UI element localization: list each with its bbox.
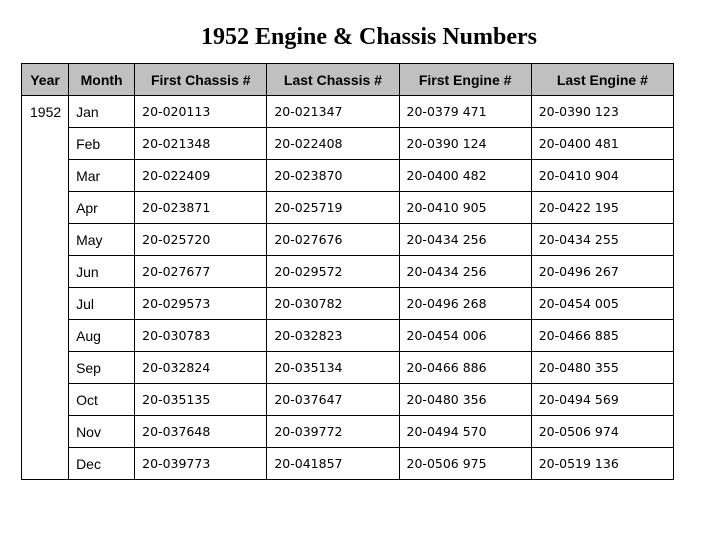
first-chassis-cell: 20-030783	[135, 320, 267, 352]
month-cell: Mar	[69, 160, 135, 192]
table-row	[22, 448, 674, 480]
last-chassis-cell: 20-022408	[267, 128, 399, 160]
first-chassis-cell: 20-027677	[135, 256, 267, 288]
last-engine-cell: 20-0519 136	[531, 448, 673, 480]
month-cell: Jul	[69, 288, 135, 320]
last-chassis-cell: 20-039772	[267, 416, 399, 448]
last-chassis-cell: 20-029572	[267, 256, 399, 288]
month-cell: Aug	[69, 320, 135, 352]
month-cell: Jun	[69, 256, 135, 288]
year-cell: 1952	[22, 96, 69, 480]
last-engine-cell: 20-0400 481	[531, 128, 673, 160]
first-engine-cell: 20-0434 256	[399, 224, 531, 256]
header-last-chassis: Last Chassis #	[267, 64, 399, 96]
last-engine-cell: 20-0506 974	[531, 416, 673, 448]
header-row	[22, 64, 674, 96]
month-cell: Nov	[69, 416, 135, 448]
engine-chassis-table	[21, 63, 674, 480]
first-chassis-cell: 20-020113	[135, 96, 267, 128]
first-engine-cell: 20-0480 356	[399, 384, 531, 416]
table-row	[22, 352, 674, 384]
month-cell: Apr	[69, 192, 135, 224]
first-engine-cell: 20-0400 482	[399, 160, 531, 192]
month-cell: Feb	[69, 128, 135, 160]
first-engine-cell: 20-0410 905	[399, 192, 531, 224]
header-first-chassis: First Chassis #	[135, 64, 267, 96]
month-cell: Sep	[69, 352, 135, 384]
first-engine-cell: 20-0494 570	[399, 416, 531, 448]
first-engine-cell: 20-0390 124	[399, 128, 531, 160]
first-chassis-cell: 20-035135	[135, 384, 267, 416]
last-engine-cell: 20-0410 904	[531, 160, 673, 192]
month-cell: May	[69, 224, 135, 256]
first-chassis-cell: 20-023871	[135, 192, 267, 224]
month-cell: Dec	[69, 448, 135, 480]
first-chassis-cell: 20-029573	[135, 288, 267, 320]
table-row	[22, 288, 674, 320]
table-row	[22, 96, 674, 128]
table-row	[22, 416, 674, 448]
first-engine-cell: 20-0379 471	[399, 96, 531, 128]
last-engine-cell: 20-0496 267	[531, 256, 673, 288]
first-engine-cell: 20-0454 006	[399, 320, 531, 352]
first-engine-cell: 20-0466 886	[399, 352, 531, 384]
table-body	[22, 96, 674, 480]
first-chassis-cell: 20-039773	[135, 448, 267, 480]
last-engine-cell: 20-0466 885	[531, 320, 673, 352]
first-engine-cell: 20-0496 268	[399, 288, 531, 320]
last-engine-cell: 20-0494 569	[531, 384, 673, 416]
last-engine-cell: 20-0454 005	[531, 288, 673, 320]
table-row	[22, 320, 674, 352]
page-title: 1952 Engine & Chassis Numbers	[200, 24, 538, 50]
last-engine-cell: 20-0422 195	[531, 192, 673, 224]
last-engine-cell: 20-0480 355	[531, 352, 673, 384]
first-chassis-cell: 20-025720	[135, 224, 267, 256]
first-engine-cell: 20-0506 975	[399, 448, 531, 480]
header-first-engine: First Engine #	[399, 64, 531, 96]
first-engine-cell: 20-0434 256	[399, 256, 531, 288]
table-row	[22, 224, 674, 256]
last-chassis-cell: 20-035134	[267, 352, 399, 384]
last-engine-cell: 20-0390 123	[531, 96, 673, 128]
last-chassis-cell: 20-023870	[267, 160, 399, 192]
header-last-engine: Last Engine #	[531, 64, 673, 96]
header-month: Month	[69, 64, 135, 96]
header-year: Year	[22, 64, 69, 96]
last-chassis-cell: 20-027676	[267, 224, 399, 256]
last-chassis-cell: 20-032823	[267, 320, 399, 352]
last-chassis-cell: 20-037647	[267, 384, 399, 416]
last-chassis-cell: 20-025719	[267, 192, 399, 224]
table-row	[22, 256, 674, 288]
first-chassis-cell: 20-021348	[135, 128, 267, 160]
table-row	[22, 384, 674, 416]
last-chassis-cell: 20-041857	[267, 448, 399, 480]
month-cell: Oct	[69, 384, 135, 416]
month-cell: Jan	[69, 96, 135, 128]
last-engine-cell: 20-0434 255	[531, 224, 673, 256]
table-row	[22, 192, 674, 224]
first-chassis-cell: 20-032824	[135, 352, 267, 384]
last-chassis-cell: 20-021347	[267, 96, 399, 128]
first-chassis-cell: 20-022409	[135, 160, 267, 192]
table-row	[22, 128, 674, 160]
first-chassis-cell: 20-037648	[135, 416, 267, 448]
table-row	[22, 160, 674, 192]
last-chassis-cell: 20-030782	[267, 288, 399, 320]
